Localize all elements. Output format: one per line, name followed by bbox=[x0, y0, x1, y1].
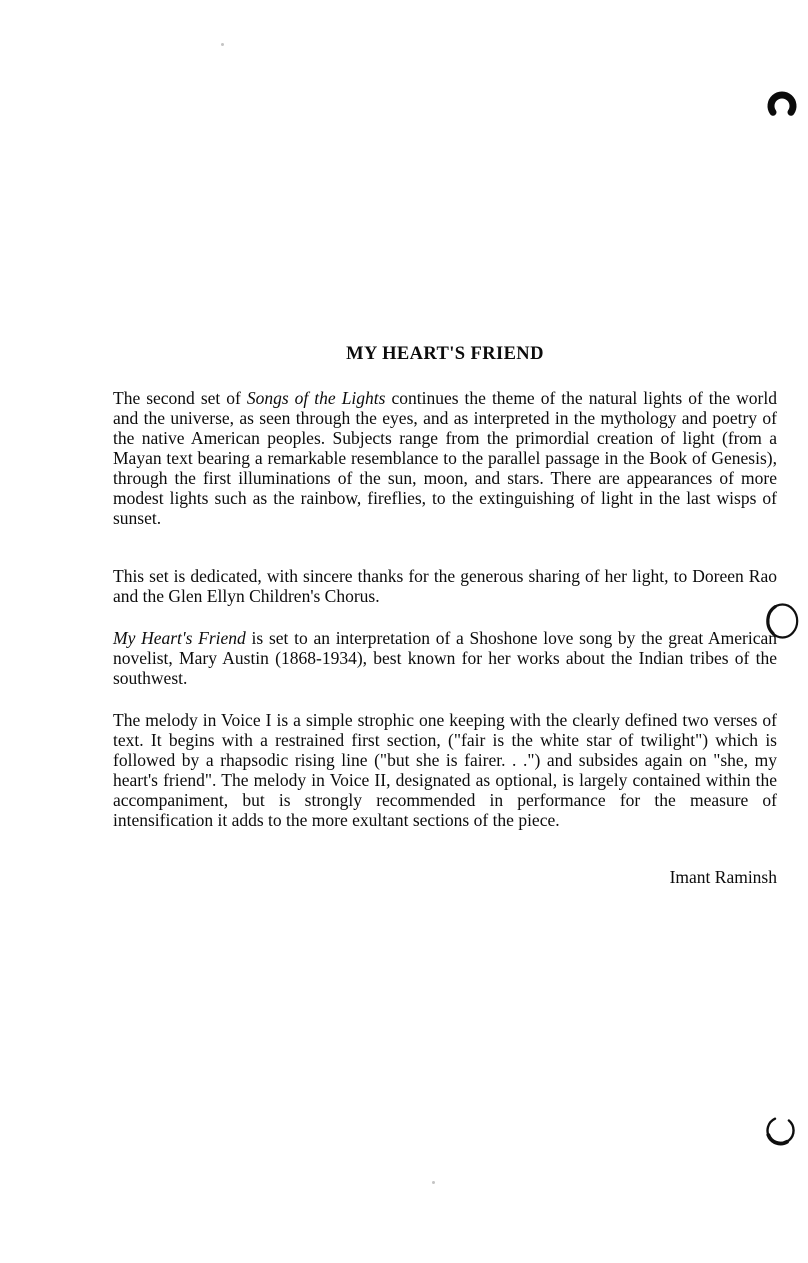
scan-speck-bottom bbox=[432, 1181, 435, 1184]
paragraph-melody: The melody in Voice I is a simple strophic one keeping with the clearly defined two verses of text. It begins with a restrained first section, ("fair is the white star of twilight") which is followed by a rhapsodic rising line ("but she is fairer. . .") and subsides again on "she, my heart's friend". The melody in Voice II, designated as optional, is largely contained within the accompaniment, but is strongly recommended in performance for the measure of intensification it adds to the more exultant sections of the piece. bbox=[113, 710, 777, 830]
author-signature: Imant Raminsh bbox=[669, 867, 777, 887]
paragraph-source: My Heart's Friend is set to an interpretation of a Shoshone love song by the great American novelist, Mary Austin (1868-1934), best known for her works about the Indian tribes of the southwest. bbox=[113, 628, 777, 688]
scan-speck-top bbox=[221, 43, 224, 46]
binder-ring-mark-bottom-icon bbox=[764, 1113, 798, 1149]
paragraph-intro: The second set of Songs of the Lights continues the theme of the natural lights of the world and the universe, as seen through the eyes, and as interpreted in the mythology and poetry of the native American peoples. Subjects range from the primordial creation of light (from a Mayan text bearing a remarkable resemblance to the parallel passage in the Book of Genesis), through the first illuminations of the sun, moon, and stars. There are appearances of more modest lights such as the rainbow, fireflies, to the extinguishing of light in the last wisps of sunset. bbox=[113, 388, 777, 528]
binder-ring-mark-middle-icon bbox=[765, 602, 800, 641]
paragraph-dedication: This set is dedicated, with sincere thanks for the generous sharing of her light, to Doreen Rao and the Glen Ellyn Children's Chorus. bbox=[113, 566, 777, 606]
binder-ring-mark-top-icon bbox=[764, 88, 802, 126]
page-title: MY HEART'S FRIEND bbox=[346, 344, 544, 364]
